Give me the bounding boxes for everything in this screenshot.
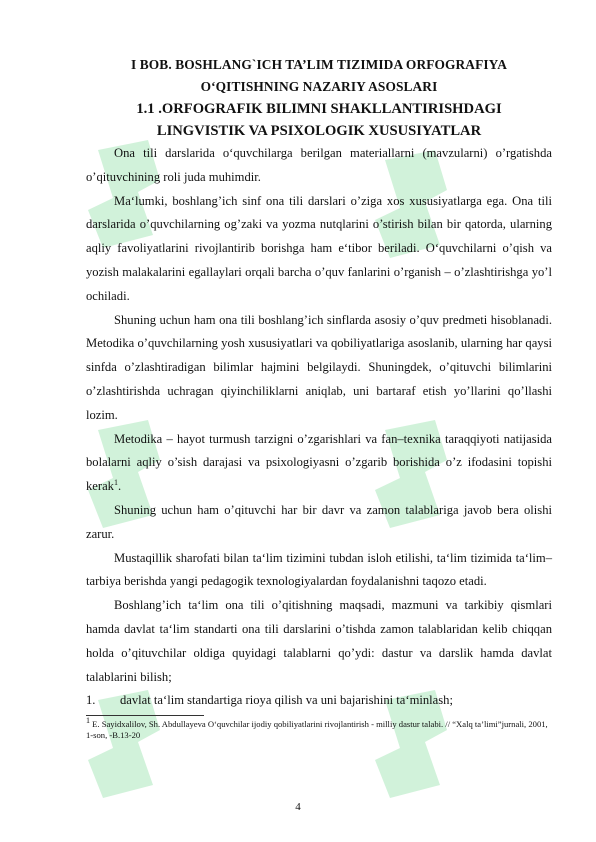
section-title-line-1: 1.1 .ORFOGRAFIK BILIMNI SHAKLLANTIRISHDAGI [136, 101, 502, 117]
list-item-number: 1. [86, 693, 96, 708]
chapter-title-line-1: I BOB. BOSHLANG`ICH TA’LIM TIZIMIDA ORFOGRAFIYA [131, 57, 507, 72]
paragraph: Mustaqillik sharofati bilan ta‘lim tizimini tubdan isloh etilishi, ta‘lim tizimida ta‘lim–tarbiya berishda yangi pedagogik texnologiyalardan foydalanishni taqozo etadi. [86, 550, 552, 589]
footnote-text: E. Sayidxalilov, Sh. Abdullayeva O‘quvchilar ijodiy qobiliyatlarini rivojlantirish - milliy dastur talabi. // “Xalq ta’limi”jurnali, 2001, 1-son, -B.13-20 [86, 719, 548, 741]
paragraph: Shuning uchun ham ona tili boshlang’ich sinflarda asosiy o’quv predmeti hisoblanadi. Metodika o’quvchilarning yosh xususiyatlari va qobiliyatlariga asoslanib, ularning har qaysi sinfda o’zlashtiradigan bilimlar hajmini belgilaydi. Shuningdek, o’qituvchi bilimlarini o’zlashtirishda uchragan qiyinchiliklarni aniqlab, uni bartaraf etish yo’llarini qo’llashi lozim. [86, 312, 552, 422]
page-number: 4 [295, 801, 301, 813]
section-title-line-2: LINGVISTIK VA PSIXOLOGIK XUSUSIYATLAR [156, 123, 482, 139]
paragraph-end: . [117, 479, 122, 494]
chapter-title-line-2: O‘QITISHNING NAZARIY ASOSLARI [200, 79, 438, 94]
list-item [86, 689, 552, 713]
paragraph [86, 428, 552, 499]
footnote-separator [86, 715, 204, 716]
paragraph-text: Metodika – hayot turmush tarzigni o’zgarishlari va fan–texnika taraqqiyoti natijasida bolalarni aqliy o’sish darajasi va psixologiyasni o’zgarib borishida o’z ifodasini topishi kerak [86, 431, 552, 494]
document-page [86, 54, 552, 741]
paragraph: Ona tili darslarida o‘quvchilarga berilgan materiallarni (mavzularni) o’rgatishda o’qituvchining roli juda muhimdir. [86, 146, 552, 184]
paragraph: Ma‘lumki, boshlang’ich sinf ona tili darslari o’ziga xos xususiyatlarga ega. Ona tili darslarida o’quvchilarning og’zaki va yozma nutqlarini o’stirish bilan bir qatorda, ularning aqliy favoliyatlarini rivojlantirib borishga ham e‘tibor beriladi. O‘quvchilarni o’qish va yozish malakalarini egallaylari orqali barcha o’quv fanlarini o’rganish – o’zlashtirishga yo’l ochiladi. [86, 193, 552, 303]
paragraph: Shuning uchun ham o’qituvchi har bir davr va zamon talablariga javob bera olishi zarur. [86, 502, 552, 541]
footnote-mark: 1 [86, 716, 90, 726]
paragraph: Boshlang’ich ta‘lim ona tili o’qitishning maqsadi, mazmuni va tarkibiy qismlari hamda davlat ta‘lim standarti ona tili darslarini o’tishda zamon talablaridan kelib chiqqan holda o’qituvchilar oldiga quyidagi talablarni qo’ydi: dastur va darslik hamda davlat talablarini bilish; [86, 598, 552, 684]
list-item-text: davlat ta‘lim standartiga rioya qilish va uni bajarishini ta‘minlash; [120, 693, 453, 708]
footnote [86, 716, 552, 741]
footnote-reference[interactable]: 1 [113, 477, 118, 487]
